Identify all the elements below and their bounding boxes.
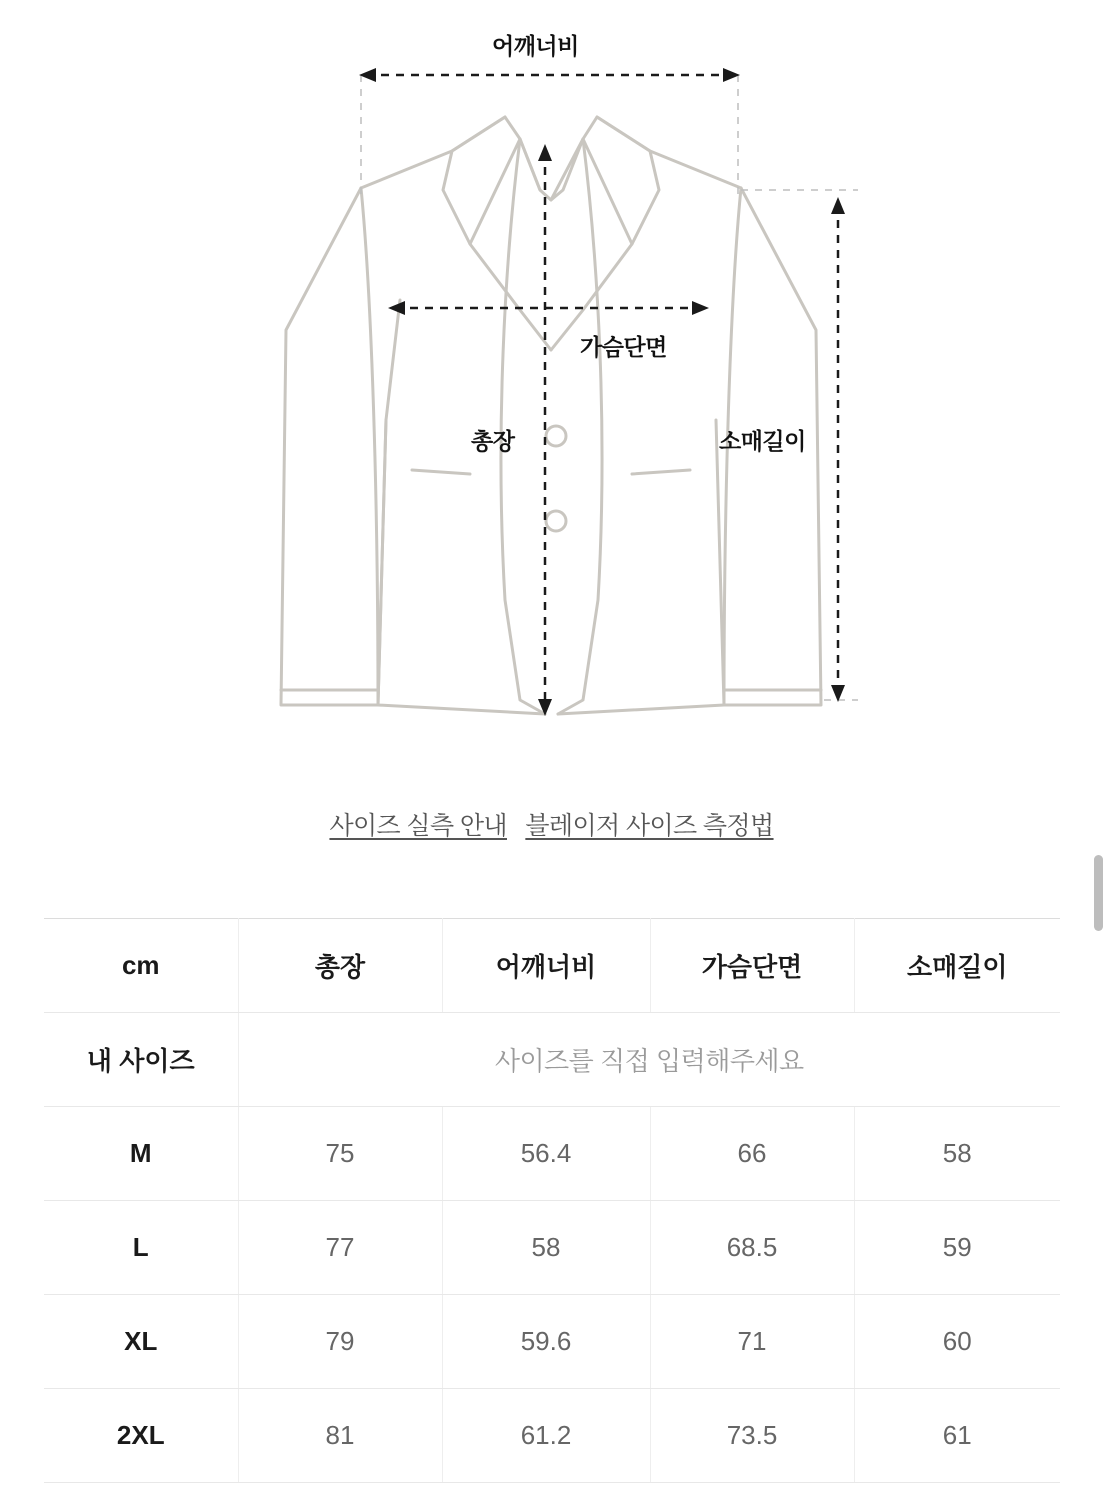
size-label-l: L — [44, 1201, 238, 1295]
cell-l-chest: 68.5 — [650, 1201, 854, 1295]
table-row — [44, 1107, 1060, 1201]
my-size-row[interactable] — [44, 1013, 1060, 1107]
cell-l-length: 77 — [238, 1201, 442, 1295]
table-row — [44, 1201, 1060, 1295]
table-header-unit: cm — [44, 919, 238, 1013]
table-header-chest: 가슴단면 — [650, 919, 854, 1013]
cell-l-sleeve: 59 — [854, 1201, 1060, 1295]
cell-l-shoulder: 58 — [442, 1201, 650, 1295]
dimension-label-sleeve: 소매길이 — [719, 428, 806, 454]
table-row — [44, 1389, 1060, 1483]
table-header-shoulder: 어깨너비 — [442, 919, 650, 1013]
cell-2xl-chest: 73.5 — [650, 1389, 854, 1483]
size-label-xl: XL — [44, 1295, 238, 1389]
size-guide-link[interactable]: 사이즈 실측 안내 — [329, 812, 507, 840]
size-label-2xl: 2XL — [44, 1389, 238, 1483]
dimension-label-shoulder: 어깨너비 — [492, 33, 579, 59]
dimension-label-chest: 가슴단면 — [580, 334, 667, 360]
cell-m-chest: 66 — [650, 1107, 854, 1201]
cell-xl-length: 79 — [238, 1295, 442, 1389]
size-measure-method-link[interactable]: 블레이저 사이즈 측정법 — [525, 812, 774, 840]
table-header-length: 총장 — [238, 919, 442, 1013]
cell-xl-chest: 71 — [650, 1295, 854, 1389]
cell-m-shoulder: 56.4 — [442, 1107, 650, 1201]
cell-xl-shoulder: 59.6 — [442, 1295, 650, 1389]
dimension-label-length: 총장 — [471, 428, 515, 454]
cell-m-length: 75 — [238, 1107, 442, 1201]
size-table — [44, 918, 1060, 1483]
my-size-label: 내 사이즈 — [44, 1013, 238, 1107]
cell-m-sleeve: 58 — [854, 1107, 1060, 1201]
cell-2xl-sleeve: 61 — [854, 1389, 1060, 1483]
cell-2xl-length: 81 — [238, 1389, 442, 1483]
cell-xl-sleeve: 60 — [854, 1295, 1060, 1389]
cell-2xl-shoulder: 61.2 — [442, 1389, 650, 1483]
scrollbar-thumb[interactable] — [1094, 855, 1103, 931]
table-header-row — [44, 919, 1060, 1013]
size-label-m: M — [44, 1107, 238, 1201]
table-row — [44, 1295, 1060, 1389]
table-header-sleeve: 소매길이 — [854, 919, 1060, 1013]
my-size-input[interactable]: 사이즈를 직접 입력해주세요 — [238, 1013, 1060, 1107]
size-links — [0, 806, 1103, 842]
